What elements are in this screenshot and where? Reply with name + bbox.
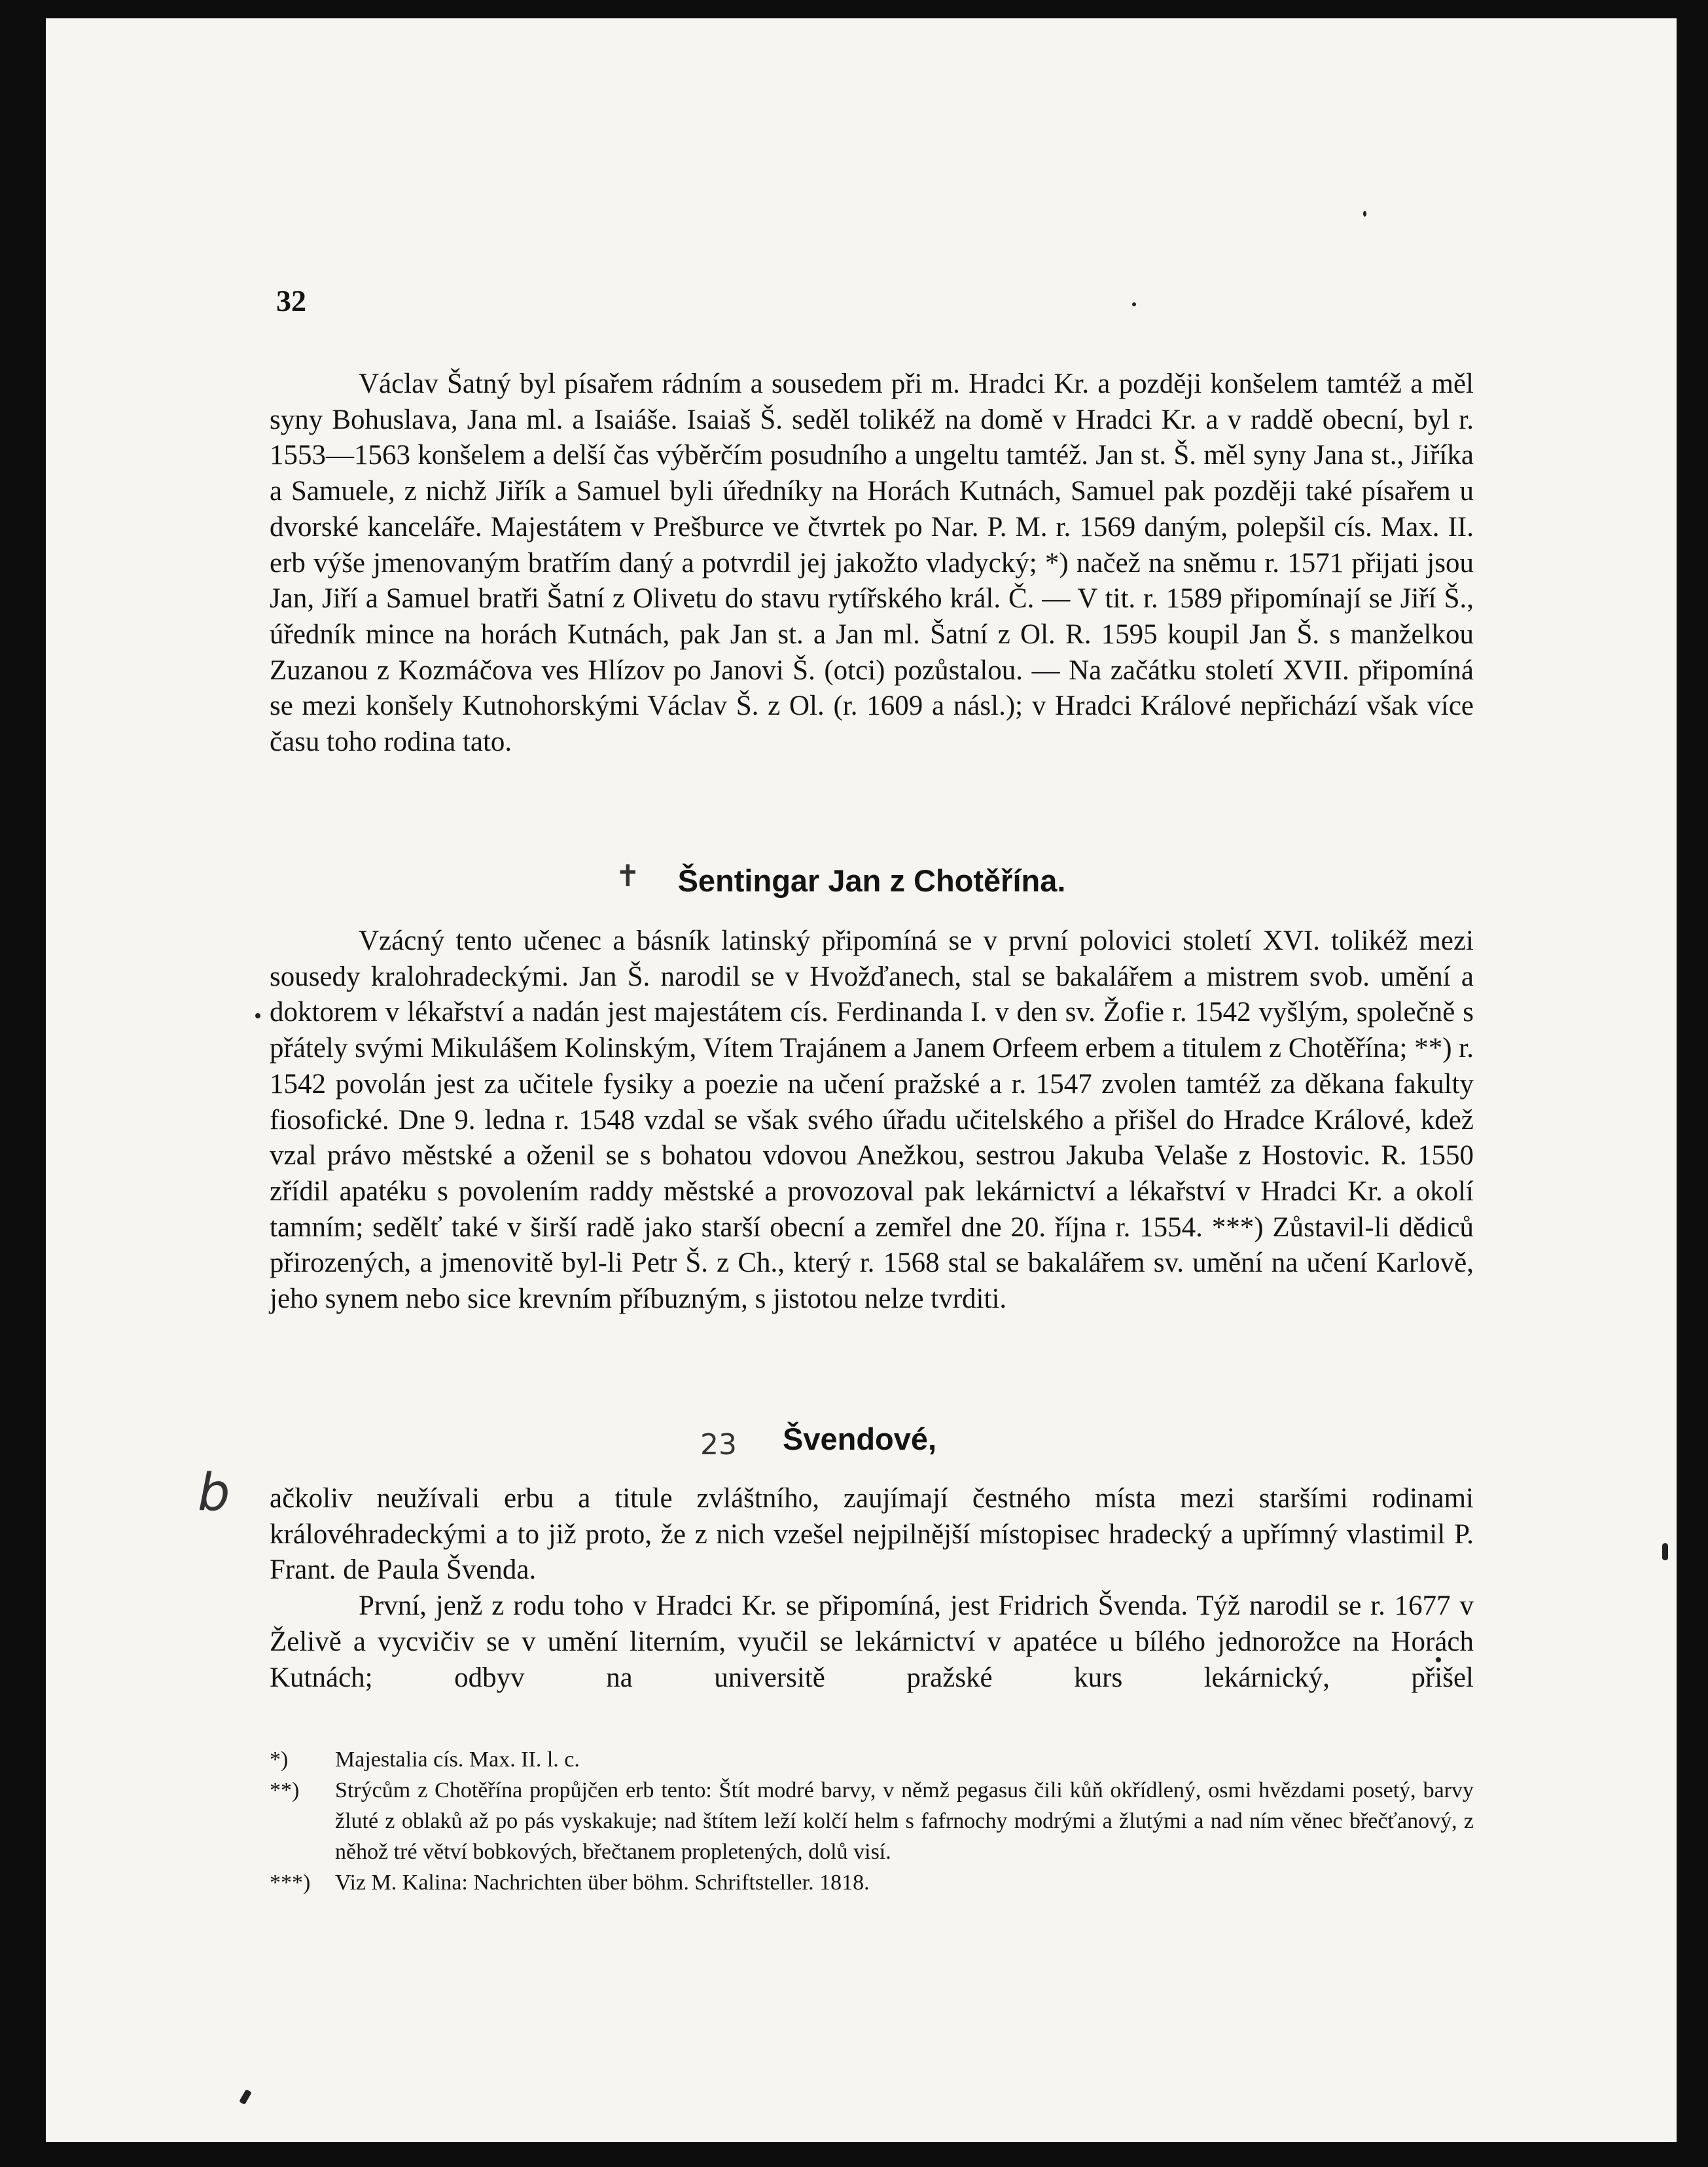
scan-speck (1132, 302, 1136, 306)
margin-number-pencil: 23 (700, 1428, 737, 1461)
footnote-2-text: Strýcům z Chotěřína propůjčen erb tento: Štít modré barvy, v němž pegasus čili kůň okřídlený, osmi hvězdami posetý, barvy žluté z oblaků až po pás vyskakuje; nad štítem leží kolčí helm s fafrnochy modrými a žlutými a nad ním věnec břečťanový, z něhož tré větví bobkových, břečtanem propletených, dolů visí. (335, 1778, 1474, 1864)
margin-letter-pencil: b (198, 1463, 230, 1522)
footnote-3-marker: ***) (270, 1871, 311, 1895)
margin-mark-cross: ✝ (615, 858, 641, 893)
footnote-1 (270, 1744, 1474, 1775)
footnote-1-text: Majestalia cís. Max. II. l. c. (335, 1747, 580, 1772)
scan-speck (255, 1013, 260, 1018)
paragraph-svendove-1: ačkoliv neužívali erbu a titule zvláštního, zaujímají čestného místa mezi staršími rodinami královéhradeckými a to již proto, že z nich vzešel nejpilnější místopisec hradecký a upřímný vlastimil P. Frant. de Paula Švenda. (270, 1483, 1474, 1586)
footnotes (270, 1744, 1474, 1898)
footnote-3 (270, 1867, 1474, 1898)
section-satny (270, 367, 1474, 761)
paragraph-satny: Václav Šatný byl písařem rádním a sousedem při m. Hradci Kr. a později konšelem tamtéž a měl syny Bohuslava, Jana ml. a Isaiáše. Isaiaš Š. seděl tolikéž na domě v Hradci Kr. a v raddě obecní, byl r. 1553—1563 konšelem a delší čas výběrčím posudního a ungeltu tamtéž. Jan st. Š. měl syny Jana st., Jiříka a Samuele, z nichž Jiřík a Samuel byli úředníky na Horách Kutnách, Samuel pak později také písařem u dvorské kanceláře. Majestátem v Prešburce ve čtvrtek po Nar. P. M. r. 1569 daným, polepšil cís. Max. II. erb výše jmenovaným bratřím daný a potvrdil jej jakožto vladycký; *) načež na sněmu r. 1571 přijati jsou Jan, Jiří a Samuel bratři Šatní z Olivetu do stavu rytířského král. Č. — V tit. r. 1589 připomínají se Jiří Š., úředník mince na horách Kutnách, pak Jan st. a Jan ml. Šatní z Ol. R. 1595 koupil Jan Š. s manželkou Zuzanou z Kozmáčova ves Hlízov po Janovi Š. (otci) pozůstalou. — Na začátku století XVII. připomíná se mezi konšely Kutnohorskými Václav Š. z Ol. (r. 1609 a násl.); v Hradci Králové nepřichází však více času toho rodina tato. (270, 368, 1474, 758)
document-page (46, 18, 1677, 2142)
footnote-1-marker: *) (270, 1747, 289, 1772)
footnote-2 (270, 1775, 1474, 1867)
footnote-2-marker: **) (270, 1778, 300, 1802)
paragraph-svendove-2: První, jenž z rodu toho v Hradci Kr. se připomíná, jest Fridrich Švenda. Týž narodil se r. 1677 v Želivě a vycvičiv se v umění literním, vyučil se lekárnictví v apatéce u bílého jednorožce na Horách Kutnách; odbyv na universitě pražské kurs lekárnický, přišel (270, 1590, 1474, 1693)
heading-sentingar: Šentingar Jan z Chotěřína. (677, 863, 1066, 898)
section-svendove (270, 1481, 1474, 1696)
scan-speck (239, 2089, 252, 2105)
scan-speck (1662, 1543, 1668, 1560)
paragraph-sentingar: Vzácný tento učenec a básník latinský připomíná se v první polovici století XVI. tolikéž mezi sousedy kralohradeckými. Jan Š. narodil se v Hvožďanech, stal se bakalářem a mistrem svob. umění a doktorem v lékařství a nadán jest majestátem cís. Ferdinanda I. v den sv. Žofie r. 1542 vyšlým, společně s přátely svými Mikulášem Kolinským, Vítem Trajánem a Janem Orfeem erbem a titulem z Chotěřína; **) r. 1542 povolán jest za učitele fysiky a poezie na učení pražské a r. 1547 zvolen tamtéž za děkana fakulty fiosofické. Dne 9. ledna r. 1548 vzdal se však svého úřadu učitelského a přišel do Hradce Králové, kdež vzal právo městské a oženil se s bohatou vdovou Anežkou, sestrou Jakuba Velaše z Hostovic. R. 1550 zřídil apatéku s povolením raddy městské a provozoval pak lekárnictví a lékařství v Hradci Kr. a okolí tamním; sedělť také v širší radě jako starší obecní a zemřel dne 20. října r. 1554. ***) Zůstavil-li dědiců přirozených, a jmenovitě byl-li Petr Š. z Ch., který r. 1568 stal se bakalářem sv. umění na učení Karlově, jeho synem nebo sice krevním příbuzným, s jistotou nelze tvrditi. (270, 925, 1474, 1315)
footnote-3-text: Viz M. Kalina: Nachrichten über böhm. Schriftsteller. 1818. (335, 1871, 870, 1895)
page-number: 32 (276, 284, 306, 317)
scan-speck (1363, 211, 1366, 217)
scan-speck (1436, 1657, 1441, 1662)
heading-svendove: Švendové, (783, 1422, 937, 1456)
section-sentingar (270, 923, 1474, 1317)
